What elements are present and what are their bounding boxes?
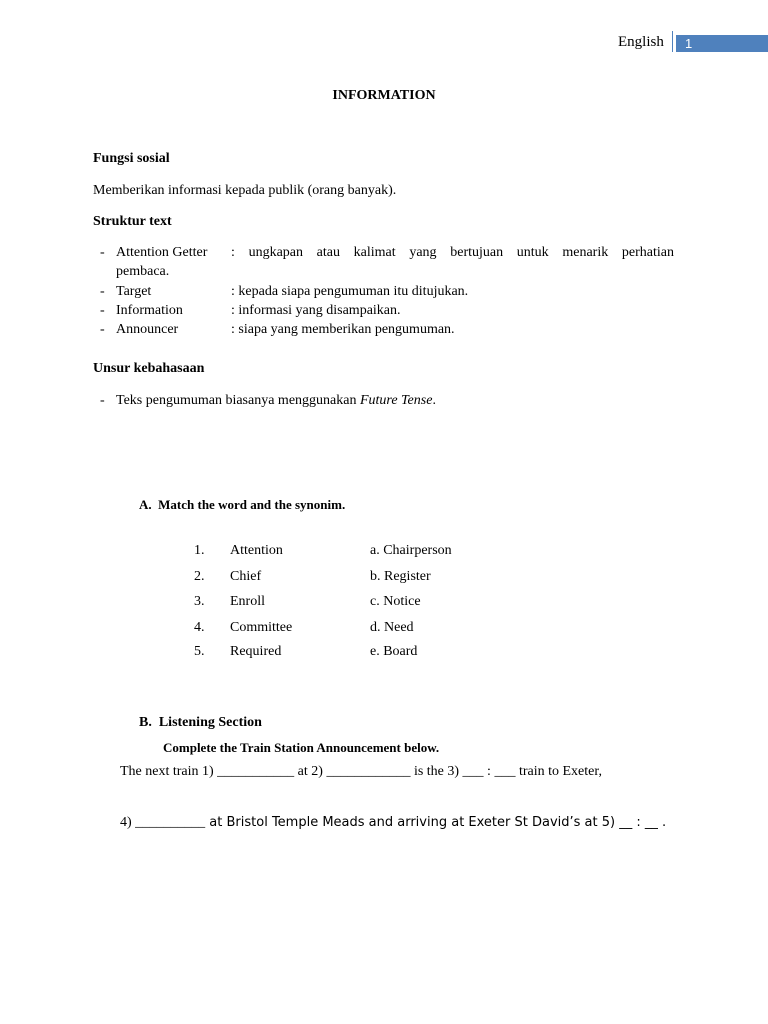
struktur-def: : ungkapan atau kalimat yang bertujuan untuk menarik perhatian (231, 245, 674, 260)
announcement-line-2: 4) __________ at Bristol Temple Meads and arriving at Exeter St David’s at 5) __ : __ . (120, 815, 667, 830)
struktur-def: : kepada siapa pengumuman itu ditujukan. (231, 284, 469, 299)
struktur-def: : informasi yang disampaikan. (231, 303, 401, 318)
section-b-instruction: Complete the Train Station Announcement below. (163, 740, 440, 755)
match-synonym: d. Need (370, 620, 414, 635)
page-number-badge (676, 35, 768, 52)
header-subject: English (618, 34, 664, 50)
struktur-text-heading: Struktur text (93, 214, 172, 229)
struktur-item-attention-getter: - Attention Getter : ungkapan atau kalimat yang bertujuan untuk menarik perhatian (100, 245, 674, 260)
header-divider (672, 31, 673, 52)
match-word: Enroll (230, 594, 265, 609)
struktur-def: : siapa yang memberikan pengumuman. (231, 322, 455, 337)
match-word: Chief (230, 569, 262, 584)
page-number: 1 (685, 36, 693, 51)
unsur-kebahasaan-text: Teks pengumuman biasanya menggunakan Future Tense. (116, 393, 436, 408)
struktur-term: Announcer (116, 322, 179, 337)
struktur-term: Attention Getter (116, 245, 208, 260)
match-synonym: a. Chairperson (370, 543, 452, 558)
match-word: Required (230, 644, 282, 659)
struktur-term: Target (116, 284, 152, 299)
match-word: Committee (230, 620, 293, 635)
section-a-heading: A. Match the word and the synonim. (139, 497, 346, 512)
section-b-heading: B. Listening Section (139, 715, 262, 730)
unsur-kebahasaan-heading: Unsur kebahasaan (93, 361, 205, 376)
announcement-line-1: The next train 1) ___________ at 2) ____________ is the 3) ___ : ___ train to Exeter, (120, 764, 602, 779)
struktur-def-continuation: pembaca. (116, 264, 170, 279)
match-word: Attention (230, 543, 283, 558)
match-synonym: b. Register (370, 569, 431, 584)
fungsi-sosial-text: Memberikan informasi kepada publik (orang banyak). (93, 183, 397, 198)
struktur-term: Information (116, 303, 183, 318)
fungsi-sosial-heading: Fungsi sosial (93, 151, 170, 166)
page-title: INFORMATION (332, 88, 436, 103)
match-synonym: e. Board (370, 644, 418, 659)
match-synonym: c. Notice (370, 594, 421, 609)
